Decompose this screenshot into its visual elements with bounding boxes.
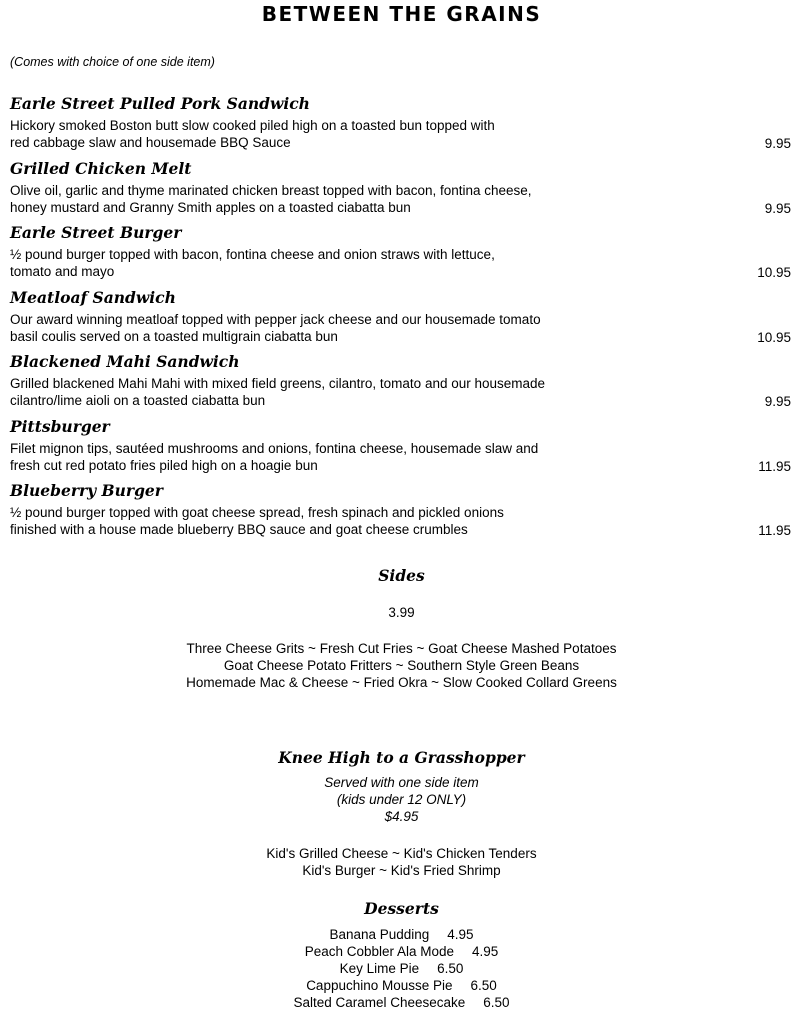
menu-item	[10, 416, 793, 481]
menu-item-description	[10, 182, 650, 216]
menu-item-desc-line: ½ pound burger topped with goat cheese spread, fresh spinach and pickled onions	[10, 505, 504, 520]
menu-item-price: 11.95	[758, 458, 791, 474]
menu-item-name: Grilled Chicken Melt	[10, 158, 192, 178]
menu-item-desc-line: Our award winning meatloaf topped with pepper jack cheese and our housemade tomato	[10, 311, 541, 327]
menu-item-description	[10, 246, 650, 280]
kids-line: Kid's Grilled Cheese ~ Kid's Chicken Tenders	[266, 846, 537, 861]
dessert-name: Peach Cobbler Ala Mode	[304, 944, 455, 959]
dessert-name: Key Lime Pie	[339, 961, 420, 976]
dessert-item	[0, 926, 803, 943]
page-title: BETWEEN THE GRAINS	[261, 2, 542, 26]
menu-item-desc-line: basil coulis served on a toasted multigrain ciabatta bun	[10, 328, 338, 344]
menu-item-price: 10.95	[757, 329, 791, 345]
menu-item-price: 9.95	[764, 136, 791, 151]
menu-item	[10, 287, 793, 352]
menu-item	[10, 480, 793, 545]
desserts-list	[0, 926, 803, 1011]
menu-item-desc-line: Hickory smoked Boston butt slow cooked piled high on a toasted bun topped with	[10, 118, 495, 133]
dessert-price: 6.50	[437, 961, 464, 976]
menu-item-description	[10, 375, 650, 409]
menu-item-desc-line: red cabbage slaw and housemade BBQ Sauce	[10, 135, 291, 150]
menu-item-price: 9.95	[764, 200, 791, 216]
kids-list	[0, 845, 803, 879]
kids-notes	[0, 774, 803, 825]
menu-item-name: Blueberry Burger	[10, 481, 163, 500]
kids-line: Kid's Burger ~ Kid's Fried Shrimp	[302, 863, 501, 878]
menu-item-description	[10, 504, 650, 538]
menu-item-desc-line: tomato and mayo	[10, 264, 115, 279]
menu-item-price: 11.95	[758, 523, 791, 538]
menu-item-description	[10, 440, 650, 474]
menu-item-desc-line: fresh cut red potato fries piled high on a hoagie bun	[10, 457, 318, 473]
menu-item-description	[10, 117, 650, 151]
dessert-name: Cappuchino Mousse Pie	[306, 978, 453, 993]
menu-item-desc-line: ½ pound burger topped with bacon, fontina cheese and onion straws with lettuce,	[10, 247, 495, 262]
dessert-price: 4.95	[447, 927, 474, 942]
menu-item-name: Earle Street Pulled Pork Sandwich	[10, 94, 310, 113]
dessert-item	[0, 960, 803, 977]
kids-heading: Knee High to a Grasshopper	[278, 748, 525, 767]
sandwich-list	[10, 93, 793, 545]
menu-item-desc-line: Grilled blackened Mahi Mahi with mixed field greens, cilantro, tomato and our housemade	[10, 376, 546, 391]
menu-item-desc-line: honey mustard and Granny Smith apples on a toasted ciabatta bun	[10, 199, 411, 215]
menu-item-desc-line: Olive oil, garlic and thyme marinated chicken breast topped with bacon, fontina cheese,	[10, 182, 532, 198]
sides-line: Goat Cheese Potato Fritters ~ Southern Style Green Beans	[223, 658, 580, 673]
kids-note: Served with one side item	[324, 775, 479, 790]
dessert-name: Salted Caramel Cheesecake	[293, 995, 466, 1010]
menu-item	[10, 158, 793, 223]
menu-item-name: Pittsburger	[10, 416, 110, 436]
kids-note: (kids under 12 ONLY)	[336, 792, 467, 807]
dessert-name: Banana Pudding	[329, 927, 430, 942]
sides-list	[0, 640, 803, 691]
dessert-price: 4.95	[472, 944, 499, 959]
dessert-price: 6.50	[483, 995, 510, 1010]
dessert-item	[0, 977, 803, 994]
menu-item-price: 10.95	[757, 265, 791, 280]
sides-line: Homemade Mac & Cheese ~ Fried Okra ~ Slow Cooked Collard Greens	[186, 675, 617, 690]
menu-item-desc-line: cilantro/lime aioli on a toasted ciabatta bun	[10, 393, 266, 408]
dessert-item	[0, 943, 803, 960]
kids-price: $4.95	[384, 809, 419, 824]
dessert-item	[0, 994, 803, 1011]
menu-item-description	[10, 311, 650, 345]
menu-item-name: Blackened Mahi Sandwich	[10, 352, 240, 371]
menu-item-desc-line: Filet mignon tips, sautéed mushrooms and onions, fontina cheese, housemade slaw and	[10, 440, 539, 456]
menu-item-name: Earle Street Burger	[10, 223, 182, 242]
menu-item-desc-line: finished with a house made blueberry BBQ sauce and goat cheese crumbles	[10, 522, 468, 537]
menu-item-name: Meatloaf Sandwich	[10, 287, 176, 307]
desserts-heading: Desserts	[364, 899, 439, 918]
menu-item	[10, 351, 793, 416]
menu-item	[10, 222, 793, 287]
sides-price: 3.99	[388, 605, 415, 620]
sides-line: Three Cheese Grits ~ Fresh Cut Fries ~ Goat Cheese Mashed Potatoes	[186, 641, 617, 656]
menu-item-price: 9.95	[764, 394, 791, 409]
dessert-price: 6.50	[470, 978, 497, 993]
side-item-note: (Comes with choice of one side item)	[10, 55, 215, 69]
sides-heading: Sides	[378, 566, 425, 585]
menu-item	[10, 93, 793, 158]
